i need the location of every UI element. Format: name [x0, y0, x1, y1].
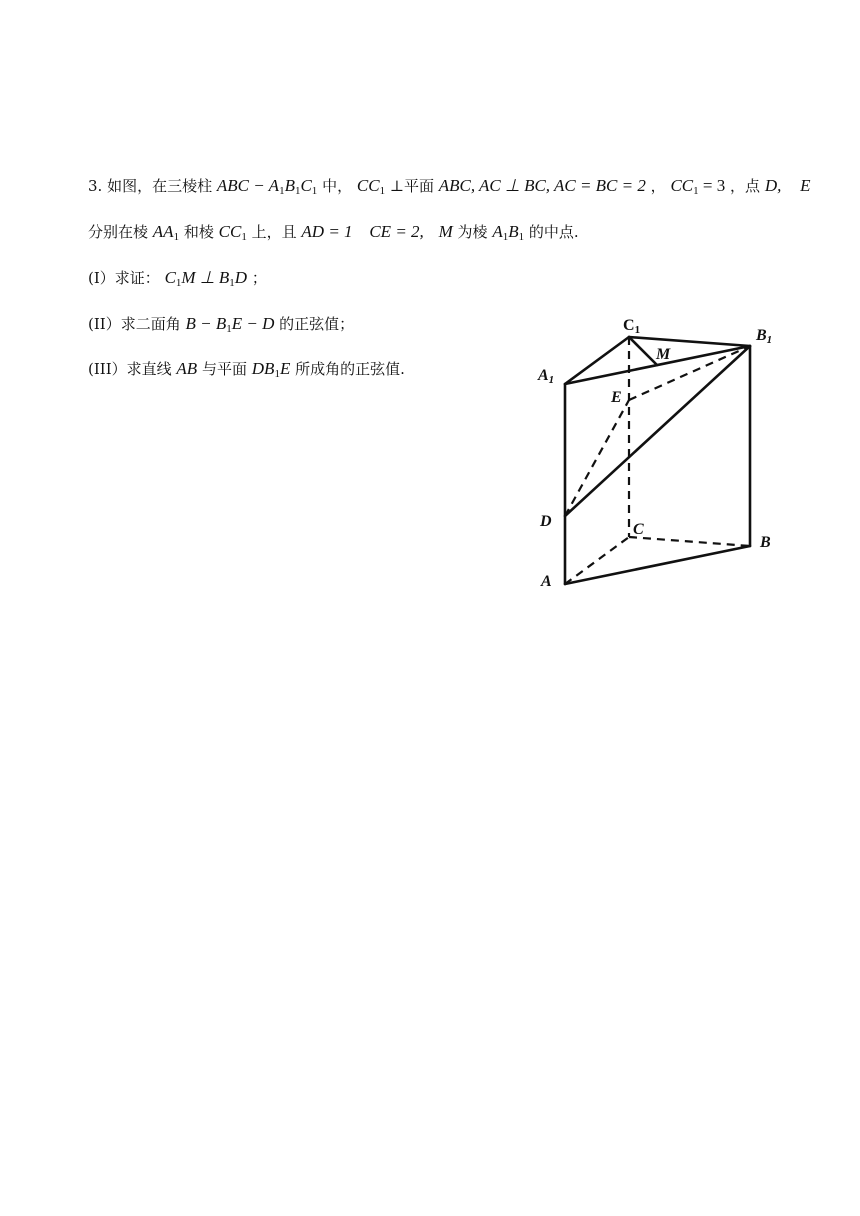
math: AD = 1: [301, 222, 353, 241]
label-A: A: [541, 573, 552, 590]
text: (I）求证：: [88, 269, 160, 287]
label-E: E: [611, 389, 622, 406]
problem-line-1: [88, 175, 811, 197]
math: AB: [176, 359, 198, 378]
edge-C1M: [629, 337, 657, 365]
label-A1: A1: [538, 367, 555, 386]
text: (III）求直线: [88, 360, 172, 378]
prism-figure: [530, 305, 790, 605]
math: CE = 2,: [369, 222, 424, 241]
label-M: M: [656, 346, 671, 363]
label-B: B: [760, 534, 771, 551]
math: ABC, AC ⊥ BC, AC = BC = 2: [438, 176, 646, 195]
edge-DB1: [565, 346, 750, 516]
part-2: [88, 313, 354, 335]
text: ，点: [730, 177, 761, 195]
text: 如图，在三棱柱: [107, 177, 213, 195]
math: CC1: [218, 222, 247, 243]
math: D,: [764, 176, 782, 195]
edge-C1B1: [629, 337, 750, 346]
text: 上，且: [251, 223, 297, 241]
label-C1: C1: [623, 317, 641, 336]
math: ABC − A1B1C1: [216, 176, 318, 197]
text: ，: [650, 177, 666, 195]
text: 的正弦值；: [279, 315, 355, 333]
math: C1M ⊥ B1D: [164, 268, 248, 289]
math: CC1: [356, 176, 386, 197]
math: B − B1E − D: [185, 314, 275, 335]
math: AA1: [152, 222, 180, 243]
text: 分别在棱: [88, 223, 149, 241]
edge-AB: [565, 546, 750, 584]
math: CC1 = 3: [670, 176, 726, 197]
math: E: [800, 176, 811, 195]
part-3: [88, 358, 405, 380]
problem-number: 3.: [88, 177, 103, 195]
text: (II）求二面角: [88, 315, 181, 333]
edge-DE: [565, 400, 629, 516]
label-C: C: [633, 521, 644, 538]
text: ；: [251, 269, 267, 287]
text: 与平面: [201, 360, 247, 378]
text: 所成角的正弦值.: [295, 360, 405, 378]
problem-line-2: [88, 221, 579, 243]
math: DB1E: [251, 359, 291, 380]
text: 为棱: [457, 223, 488, 241]
text: 的中点.: [528, 223, 579, 241]
label-D: D: [540, 513, 552, 530]
text: ⊥平面: [389, 177, 434, 195]
text: 和棱: [183, 223, 214, 241]
math: A1B1: [492, 222, 525, 243]
part-1: [88, 267, 267, 289]
math: M: [438, 222, 453, 241]
text: 中，: [322, 177, 353, 195]
edge-CB: [629, 537, 750, 546]
label-B1: B1: [756, 327, 773, 346]
